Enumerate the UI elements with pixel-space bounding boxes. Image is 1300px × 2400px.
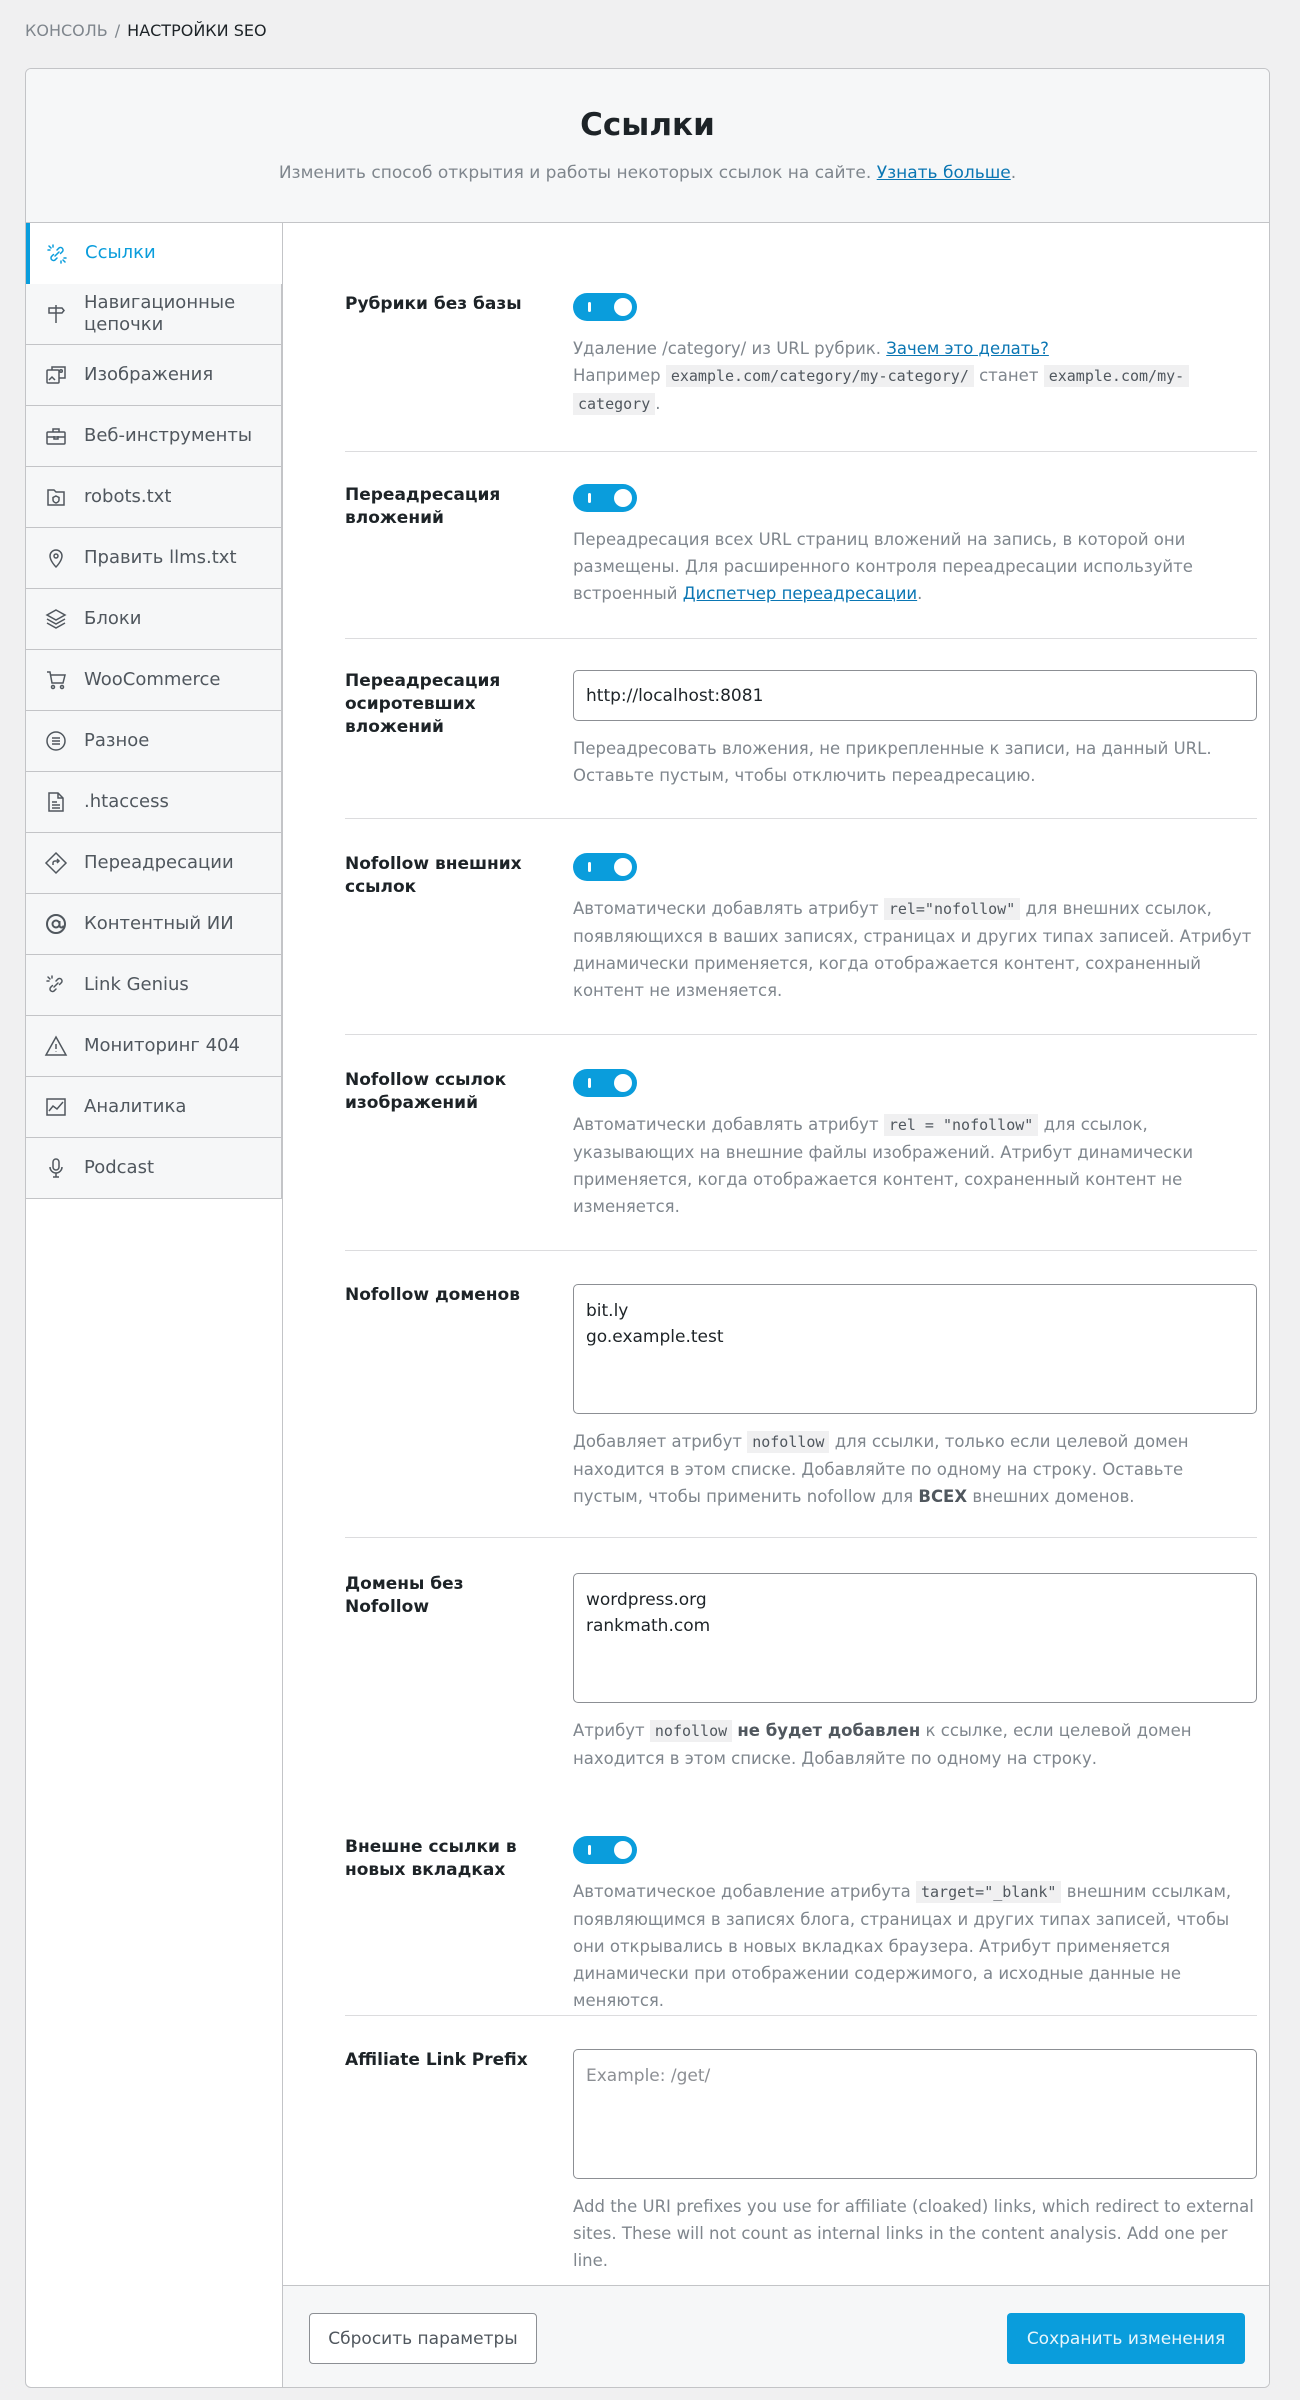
setting-label: Affiliate Link Prefix [345, 2050, 528, 2070]
sidebar-item-htaccess[interactable] [26, 772, 282, 833]
sidebar-item-label: Link Genius [84, 973, 189, 995]
setting-description: Удаление /category/ из URL рубрик. Зачем это делать? Например example.com/category/my-category/ станет example.com/my- category . [573, 335, 1257, 418]
example-code: category [573, 393, 655, 415]
save-changes-button[interactable]: Сохранить изменения [1007, 2313, 1245, 2364]
textarea-line: rankmath.com [586, 1616, 711, 1636]
robots-file-icon [44, 485, 68, 509]
strip-category-toggle[interactable] [573, 293, 637, 321]
nofollow-images-toggle[interactable] [573, 1069, 637, 1097]
setting-description: Автоматически добавлять атрибут rel="nofollow" для внешних ссылок, появляющихся в ваших записях, страницах и других типах записей. Атрибут динамически применяется, когда отображается контент, сохраненный контент не изменяется. [573, 899, 1252, 1000]
breadcrumb-current: НАСТРОЙКИ SEO [127, 21, 267, 40]
sidebar-item-label: Разное [84, 729, 150, 751]
new-window-toggle[interactable] [573, 1836, 637, 1864]
signpost-icon [44, 302, 68, 326]
learn-more-link[interactable]: Узнать больше [876, 163, 1011, 183]
setting-orphan-redirect [345, 670, 1257, 819]
blocks-icon [44, 607, 68, 631]
orphan-redirect-url-input[interactable]: http://localhost:8081 [573, 670, 1257, 721]
setting-description: Переадресовать вложения, не прикрепленные к записи, на данный URL. Оставьте пустым, чтобы отключить переадресацию. [573, 739, 1212, 785]
setting-affiliate-prefix [345, 2049, 1257, 2279]
example-code: example.com/category/my-category/ [666, 365, 974, 387]
setting-label: Домены без Nofollow [345, 1574, 464, 1617]
sidebar-item-podcast[interactable] [26, 1138, 282, 1199]
setting-new-window [345, 1836, 1257, 2016]
setting-label: Nofollow внешних ссылок [345, 854, 522, 897]
sidebar-item-label: Контентный ИИ [84, 912, 234, 934]
chart-icon [44, 1095, 68, 1119]
setting-label: Внешне ссылки в новых вкладках [345, 1837, 517, 1880]
setting-label: Nofollow доменов [345, 1285, 520, 1305]
microphone-icon [44, 1156, 68, 1180]
file-icon [44, 790, 68, 814]
setting-label: Nofollow ссылок изображений [345, 1070, 507, 1113]
attribute-code: rel = "nofollow" [884, 1114, 1039, 1136]
sidebar-item-woocommerce[interactable] [26, 650, 282, 711]
exclude-domains-textarea[interactable] [573, 1573, 1257, 1703]
setting-strip-category [345, 293, 1257, 452]
setting-description: Атрибут nofollow не будет добавлен к ссылке, если целевой домен находится в этом списке. Добавляйте по одному на строку. [573, 1721, 1192, 1768]
attachment-redirect-toggle[interactable] [573, 484, 637, 512]
sidebar-item-label: .htaccess [84, 790, 169, 812]
sidebar-item-llms[interactable] [26, 528, 282, 589]
sidebar-item-label: Мониторинг 404 [84, 1034, 240, 1056]
setting-description: Добавляет атрибут nofollow для ссылки, только если целевой домен находится в этом списке. Добавляйте по одному на строку. Оставьте пустым, чтобы применить nofollow для ВСЕХ внешних доменов. [573, 1432, 1189, 1506]
setting-description: Автоматическое добавление атрибута target="_blank" внешним ссылкам, появляющимся в записях блога, страницах и других типах записей, чтобы они открывались в новых вкладках браузера. Атрибут применяется динамически при отображении содержимого, а исходные данные не меняются. [573, 1882, 1232, 2010]
settings-card [25, 68, 1270, 2388]
setting-nofollow-domains [345, 1284, 1257, 1538]
sidebar-item-label: Блоки [84, 607, 142, 629]
setting-nofollow-external [345, 853, 1257, 1035]
cart-icon [44, 668, 68, 692]
reset-settings-button[interactable]: Сбросить параметры [309, 2313, 537, 2364]
textarea-line: go.example.test [586, 1327, 724, 1347]
setting-description: Автоматически добавлять атрибут rel = "nofollow" для ссылок, указывающих на внешние файлы изображений. Атрибут динамически применяется, когда отображается контент, сохраненный контент не изменяется. [573, 1115, 1194, 1216]
example-code: example.com/my- [1044, 365, 1189, 387]
sidebar-item-label: Веб-инструменты [84, 424, 253, 446]
settings-content [282, 223, 1270, 2285]
sidebar-item-404-monitor[interactable] [26, 1016, 282, 1077]
sidebar-item-content-ai[interactable] [26, 894, 282, 955]
sidebar-item-label: Аналитика [84, 1095, 187, 1117]
breadcrumb [25, 21, 267, 40]
breadcrumb-console-link[interactable]: КОНСОЛЬ [25, 21, 108, 40]
page-title: Ссылки [580, 107, 715, 143]
redirect-manager-link[interactable]: Диспетчер переадресации [682, 584, 918, 603]
map-pin-icon [44, 546, 68, 570]
attribute-code: nofollow [650, 1720, 732, 1742]
nofollow-domains-textarea[interactable] [573, 1284, 1257, 1414]
attribute-code: nofollow [747, 1431, 829, 1453]
sidebar-item-analytics[interactable] [26, 1077, 282, 1138]
settings-footer [282, 2285, 1270, 2388]
sidebar-item-webmaster-tools[interactable] [26, 406, 282, 467]
textarea-line: bit.ly [586, 1301, 629, 1321]
settings-sidebar [26, 223, 282, 1199]
setting-description: Add the URI prefixes you use for affiliate (cloaked) links, which redirect to external sites. These will not count as internal links in the content analysis. Add one per line. [573, 2197, 1254, 2270]
sidebar-item-blocks[interactable] [26, 589, 282, 650]
sidebar-item-label: Изображения [84, 363, 214, 385]
sidebar-item-misc[interactable] [26, 711, 282, 772]
sidebar-item-label: Навигационные цепочки [84, 291, 236, 335]
page-header [26, 69, 1269, 223]
link-icon [45, 242, 69, 266]
sidebar-item-label: Ссылки [85, 242, 156, 264]
sidebar-item-redirections[interactable] [26, 833, 282, 894]
setting-label: Переадресация вложений [345, 485, 501, 528]
attribute-code: rel="nofollow" [884, 898, 1020, 920]
attribute-code: target="_blank" [916, 1881, 1061, 1903]
sidebar-item-label: robots.txt [84, 485, 172, 507]
sidebar-item-breadcrumbs[interactable] [26, 284, 282, 345]
toolbox-icon [44, 424, 68, 448]
sidebar-item-label: Править llms.txt [84, 546, 237, 568]
breadcrumb-separator: / [114, 21, 121, 40]
affiliate-prefix-textarea[interactable]: Example: /get/ [573, 2049, 1257, 2179]
page-description: Изменить способ открытия и работы некоторых ссылок на сайте. Узнать больше. [278, 163, 1017, 183]
sidebar-item-links[interactable] [26, 223, 282, 284]
content-ai-icon [44, 912, 68, 936]
sidebar-item-label: Переадресации [84, 851, 234, 873]
sidebar-item-images[interactable] [26, 345, 282, 406]
textarea-line: wordpress.org [586, 1590, 707, 1610]
sidebar-item-label: WooCommerce [84, 668, 221, 690]
redirect-icon [44, 851, 68, 875]
setting-exclude-domains [345, 1573, 1257, 1803]
setting-attachment-redirect [345, 484, 1257, 639]
sidebar-item-label: Podcast [84, 1156, 155, 1178]
setting-label: Рубрики без базы [345, 294, 522, 314]
setting-label: Переадресация осиротевших вложений [345, 671, 501, 737]
nofollow-external-toggle[interactable] [573, 853, 637, 881]
warning-icon [44, 1034, 68, 1058]
link-genius-icon [44, 973, 68, 997]
sidebar-item-robots[interactable] [26, 467, 282, 528]
setting-nofollow-images [345, 1069, 1257, 1251]
misc-icon [44, 729, 68, 753]
why-do-this-link[interactable]: Зачем это делать? [886, 339, 1049, 358]
sidebar-item-link-genius[interactable] [26, 955, 282, 1016]
setting-description: Переадресация всех URL страниц вложений на запись, в которой они размещены. Для расширенного контроля переадресации используйте встроенный Диспетчер переадресации. [573, 530, 1193, 603]
images-icon [44, 363, 68, 387]
